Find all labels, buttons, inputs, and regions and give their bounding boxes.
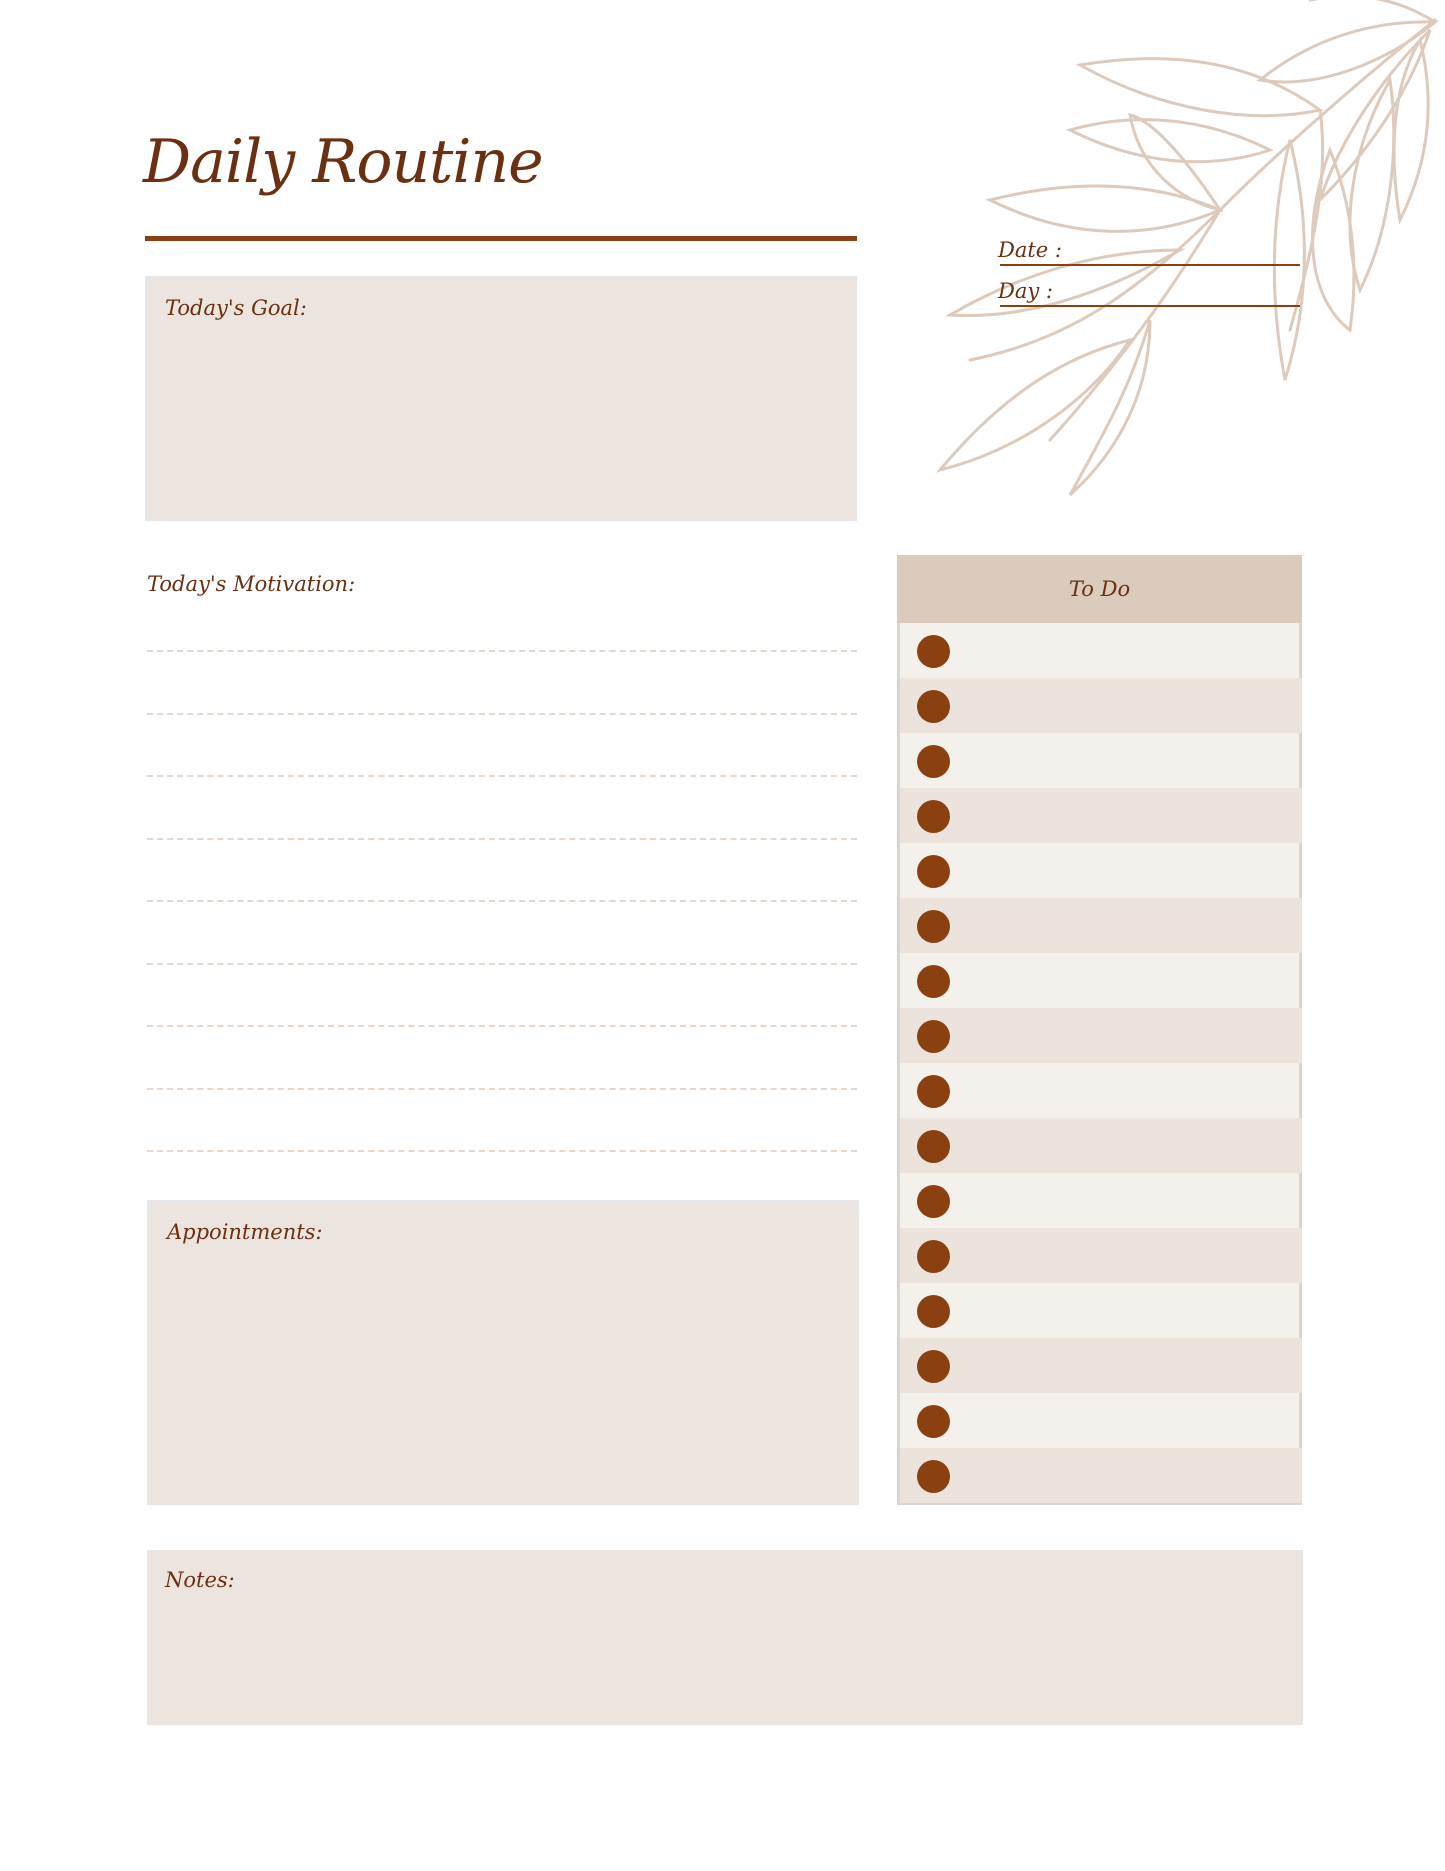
- bullet-dot-icon: [917, 635, 950, 668]
- bullet-dot-icon: [917, 1020, 950, 1053]
- motivation-line[interactable]: [147, 1025, 857, 1027]
- day-field[interactable]: [998, 281, 1300, 307]
- motivation-line[interactable]: [147, 900, 857, 902]
- goal-box[interactable]: [145, 276, 857, 521]
- notes-box[interactable]: [147, 1550, 1303, 1725]
- date-field[interactable]: [998, 240, 1300, 266]
- todo-item[interactable]: [900, 623, 1302, 678]
- motivation-line[interactable]: [147, 775, 857, 777]
- todo-item[interactable]: [900, 1173, 1302, 1228]
- bullet-dot-icon: [917, 690, 950, 723]
- todo-item[interactable]: [900, 843, 1302, 898]
- todo-item[interactable]: [900, 1228, 1302, 1283]
- notes-label: Notes:: [165, 1568, 235, 1592]
- todo-item[interactable]: [900, 1338, 1302, 1393]
- bullet-dot-icon: [917, 1295, 950, 1328]
- motivation-line[interactable]: [147, 1150, 857, 1152]
- date-label: Date :: [998, 238, 1062, 262]
- motivation-line[interactable]: [147, 650, 857, 652]
- todo-item[interactable]: [900, 898, 1302, 953]
- todo-header: To Do: [897, 555, 1302, 623]
- todo-item[interactable]: [900, 953, 1302, 1008]
- bullet-dot-icon: [917, 1405, 950, 1438]
- todo-item[interactable]: [900, 733, 1302, 788]
- motivation-line[interactable]: [147, 1088, 857, 1090]
- appointments-box[interactable]: [147, 1200, 859, 1505]
- todo-item[interactable]: [900, 1063, 1302, 1118]
- bullet-dot-icon: [917, 1350, 950, 1383]
- motivation-line[interactable]: [147, 963, 857, 965]
- bullet-dot-icon: [917, 855, 950, 888]
- appointments-label: Appointments:: [167, 1220, 323, 1244]
- todo-item[interactable]: [900, 1448, 1302, 1503]
- bullet-dot-icon: [917, 1130, 950, 1163]
- motivation-line[interactable]: [147, 838, 857, 840]
- todo-item[interactable]: [900, 1008, 1302, 1063]
- todo-list: [897, 555, 1302, 1505]
- bullet-dot-icon: [917, 965, 950, 998]
- bullet-dot-icon: [917, 1075, 950, 1108]
- todo-item[interactable]: [900, 788, 1302, 843]
- page-title: Daily Routine: [143, 127, 543, 197]
- todo-item[interactable]: [900, 1283, 1302, 1338]
- bullet-dot-icon: [917, 1460, 950, 1493]
- motivation-label: Today's Motivation:: [147, 572, 356, 596]
- day-line: [1000, 305, 1300, 307]
- title-divider: [145, 236, 857, 241]
- day-label: Day :: [998, 279, 1053, 303]
- todo-item[interactable]: [900, 678, 1302, 733]
- bullet-dot-icon: [917, 1185, 950, 1218]
- bullet-dot-icon: [917, 1240, 950, 1273]
- date-line: [1000, 264, 1300, 266]
- bullet-dot-icon: [917, 800, 950, 833]
- motivation-line[interactable]: [147, 713, 857, 715]
- todo-item[interactable]: [900, 1393, 1302, 1448]
- bullet-dot-icon: [917, 745, 950, 778]
- goal-label: Today's Goal:: [165, 296, 307, 320]
- bullet-dot-icon: [917, 910, 950, 943]
- todo-item[interactable]: [900, 1118, 1302, 1173]
